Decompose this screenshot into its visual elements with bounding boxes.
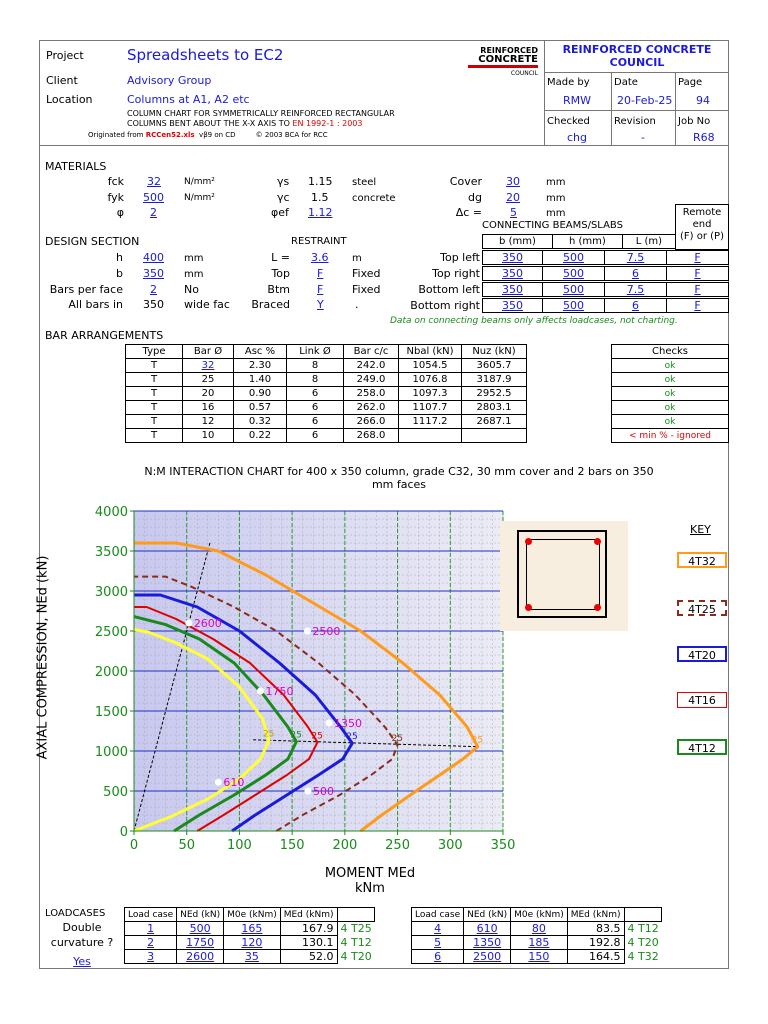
loadcase-m0e[interactable]: 120	[224, 936, 281, 950]
braced-label: Braced	[251, 298, 290, 311]
bars-cell: 12	[183, 415, 234, 429]
bars-cell: 0.90	[234, 387, 287, 401]
beam-row-name: Top right	[432, 267, 480, 280]
loadcase-ned[interactable]: 2600	[177, 950, 224, 964]
y-tick-label: 500	[103, 785, 128, 800]
bars-table	[125, 344, 527, 443]
loadcase-med: 52.0	[280, 950, 337, 964]
bars-cell: 8	[287, 359, 344, 373]
bars-per-face-value: No	[184, 283, 199, 296]
phi-ef-input[interactable]: 1.12	[308, 206, 333, 219]
key-4t32: 4T32	[677, 552, 727, 568]
revision-value: -	[641, 131, 645, 144]
loadcase-bars: 4 T12	[340, 936, 372, 949]
h-input[interactable]: 400	[143, 251, 164, 264]
check-cell: ok	[612, 387, 729, 401]
loadcase-number[interactable]: 1	[125, 922, 177, 936]
y-axis-label: AXIAL COMPRESSION, NEd (kN)	[35, 555, 51, 760]
chart-title-line2: mm faces	[371, 478, 427, 491]
y-tick-label: 3500	[94, 545, 128, 560]
beam-fp[interactable]: F	[666, 299, 728, 313]
bars-cell: 0.22	[234, 429, 287, 443]
loadcases-right-table	[411, 907, 662, 964]
cover-unit: mm	[546, 177, 566, 188]
header-grid-line	[544, 110, 729, 111]
beam-row-name: Bottom left	[418, 283, 480, 296]
bars-cell: T	[126, 373, 183, 387]
bars-row	[126, 401, 527, 415]
project-value: Spreadsheets to EC2	[127, 46, 284, 64]
double-curvature-label1: Double	[62, 921, 102, 934]
bars-cell: 6	[287, 401, 344, 415]
h-label: h	[116, 251, 123, 264]
loadcase-point-label: 610	[223, 776, 245, 790]
gamma-c-value: 1.5	[311, 191, 329, 204]
braced-value: .	[355, 298, 359, 311]
loadcase-med: 164.5	[567, 950, 624, 964]
bars-cell: 25	[183, 373, 234, 387]
loadcase-col-blank	[337, 908, 375, 922]
bars-cell: 10	[183, 429, 234, 443]
y-tick-label: 2500	[94, 625, 128, 640]
loadcases-left-table	[124, 907, 375, 964]
beams-col-l: L (m)	[622, 235, 675, 249]
loadcase-row	[125, 936, 375, 950]
y-tick-label: 2000	[94, 665, 128, 680]
loadcase-bars: 4 T20	[340, 950, 372, 963]
bars-col-header: Type	[126, 345, 183, 359]
loadcase-med: 130.1	[280, 936, 337, 950]
council-title: REINFORCED CONCRETE COUNCIL	[562, 43, 712, 69]
bars-row	[126, 387, 527, 401]
key-4t25: 4T25	[677, 600, 727, 616]
loadcase-number[interactable]: 2	[125, 936, 177, 950]
bars-cell: 1117.2	[399, 415, 462, 429]
loadcase-med: 167.9	[280, 922, 337, 936]
fyk-unit: N/mm²	[184, 193, 215, 203]
loadcase-bars: 4 T12	[627, 922, 659, 936]
date-value: 20-Feb-25	[617, 94, 673, 107]
bars-cell: T	[126, 401, 183, 415]
balance-label: 25	[391, 733, 404, 744]
bars-cell: 1097.3	[399, 387, 462, 401]
bars-row	[126, 359, 527, 373]
bars-cell: 8	[287, 373, 344, 387]
loadcase-number[interactable]: 4	[412, 922, 464, 936]
client-label: Client	[46, 74, 78, 87]
section-link	[526, 539, 600, 610]
page-label: Page	[678, 77, 703, 88]
y-axis-label-wrap	[28, 500, 58, 820]
loadcase-med: 83.5	[567, 922, 624, 936]
bars-cell: 1.40	[234, 373, 287, 387]
bars-col-header: Bar Ø	[183, 345, 234, 359]
bars-cell: 249.0	[344, 373, 399, 387]
restraint-heading: RESTRAINT	[291, 236, 347, 247]
bars-cell: 266.0	[344, 415, 399, 429]
braced-input[interactable]: Y	[317, 298, 324, 311]
gamma-s-value: 1.15	[308, 175, 333, 188]
beam-l[interactable]: 7.5	[604, 283, 666, 297]
bars-cell: 268.0	[344, 429, 399, 443]
bars-cell: 2952.5	[462, 387, 527, 401]
bars-cell: T	[126, 429, 183, 443]
section-outline	[517, 530, 607, 618]
bars-cell: 16	[183, 401, 234, 415]
all-bars-in-value: 350	[143, 298, 164, 311]
date-label: Date	[614, 77, 638, 88]
cover-input[interactable]: 30	[506, 175, 520, 188]
loadcases-heading: LOADCASES	[45, 908, 106, 919]
project-label: Project	[46, 49, 84, 62]
gamma-c-label: γc	[277, 191, 290, 204]
checked-value: chg	[567, 131, 588, 144]
bars-cell: T	[126, 359, 183, 373]
delta-c-input[interactable]: 5	[510, 206, 517, 219]
bars-col-header: Bar c/c	[344, 345, 399, 359]
fck-input[interactable]: 32	[147, 175, 161, 188]
x-axis-unit: kNm	[355, 881, 385, 896]
double-curvature-label2: curvature ?	[50, 936, 114, 949]
beam-row	[482, 250, 729, 265]
loadcase-ned[interactable]: 1350	[464, 936, 511, 950]
beams-col-b: b (mm)	[483, 235, 553, 249]
check-cell: ok	[612, 415, 729, 429]
loadcase-med: 192.8	[567, 936, 624, 950]
made-by-label: Made by	[547, 77, 590, 88]
loadcase-col-header: M0e (kNm)	[224, 908, 281, 922]
double-curvature-input[interactable]: Yes	[73, 955, 91, 968]
loadcase-point	[185, 620, 192, 627]
beams-table	[482, 234, 676, 249]
loadcase-number[interactable]: 5	[412, 936, 464, 950]
top-label: Top	[271, 267, 290, 280]
btm-label: Btm	[267, 283, 290, 296]
rcc-logo: REINFORCED CONCRETE COUNCIL	[468, 46, 538, 78]
beam-b[interactable]: 350	[483, 267, 543, 281]
loadcase-point	[257, 688, 264, 695]
beam-l[interactable]: 7.5	[604, 251, 666, 265]
dg-input[interactable]: 20	[506, 191, 520, 204]
loadcase-col-header: Load case	[125, 908, 177, 922]
bars-cell	[462, 429, 527, 443]
check-cell: < min % - ignored	[612, 429, 729, 443]
bar-dia-input[interactable]: 32	[183, 359, 234, 373]
loadcase-row	[412, 922, 662, 936]
header-divider	[39, 145, 729, 146]
y-tick-label: 4000	[94, 505, 128, 520]
x-tick-label: 0	[129, 838, 139, 853]
y-tick-label: 0	[119, 825, 128, 840]
bars-cell: 3605.7	[462, 359, 527, 373]
made-by-value: RMW	[563, 94, 592, 107]
bars-row	[126, 373, 527, 387]
loadcase-col-blank	[624, 908, 662, 922]
top-input[interactable]: F	[317, 267, 324, 280]
balance-label: 25	[346, 732, 358, 743]
checked-label: Checked	[547, 116, 590, 127]
location-label: Location	[46, 93, 93, 106]
loadcase-number[interactable]: 6	[412, 950, 464, 964]
fck-unit: N/mm²	[184, 177, 215, 187]
loadcase-m0e[interactable]: 185	[511, 936, 568, 950]
x-tick-label: 250	[385, 838, 410, 853]
delta-c-unit: mm	[546, 208, 566, 219]
y-tick-label: 1000	[94, 745, 128, 760]
bars-row	[126, 415, 527, 429]
loadcase-ned[interactable]: 500	[177, 922, 224, 936]
y-tick-label: 1500	[94, 705, 128, 720]
x-tick-label: 100	[227, 838, 252, 853]
bars-cell	[399, 429, 462, 443]
location-value: Columns at A1, A2 etc	[127, 93, 250, 106]
loadcase-col-header: M0e (kNm)	[511, 908, 568, 922]
loadcase-m0e[interactable]: 165	[224, 922, 281, 936]
jobno-label: Job No	[678, 116, 711, 127]
beam-l[interactable]: 6	[604, 267, 666, 281]
loadcase-point-label: 500	[312, 785, 334, 798]
beam-b[interactable]: 350	[483, 283, 543, 297]
balance-label: 25	[262, 729, 275, 740]
bars-cell: 1054.5	[399, 359, 462, 373]
bars-cell: 242.0	[344, 359, 399, 373]
bars-cell: 6	[287, 429, 344, 443]
bars-cell: 1076.8	[399, 373, 462, 387]
bars-cell: 262.0	[344, 401, 399, 415]
beam-fp[interactable]: F	[666, 283, 728, 297]
header-grid-line	[611, 72, 612, 145]
b-input[interactable]: 350	[143, 267, 164, 280]
bars-cell: T	[126, 387, 183, 401]
design-heading: DESIGN SECTION	[45, 235, 140, 248]
fck-label: fck	[107, 175, 124, 188]
delta-c-label: Δc =	[455, 206, 482, 219]
connecting-heading: CONNECTING BEAMS/SLABS	[482, 220, 623, 231]
L-input[interactable]: 3.6	[311, 251, 329, 264]
bars-per-face-input[interactable]: 2	[150, 283, 157, 296]
btm-value: Fixed	[352, 283, 381, 296]
loadcase-m0e[interactable]: 35	[224, 950, 281, 964]
loadcase-point-label: 1350	[334, 717, 363, 730]
rebar-dot	[525, 604, 532, 611]
b-unit: mm	[184, 269, 204, 280]
loadcase-point	[304, 788, 311, 795]
loadcase-col-header: NEd (kN)	[464, 908, 511, 922]
beam-row	[482, 282, 729, 297]
loadcase-point-label: 2500	[312, 625, 341, 638]
phi-ef-label: φef	[271, 206, 289, 219]
loadcase-ned[interactable]: 1750	[177, 936, 224, 950]
balance-label: 25	[471, 735, 484, 746]
loadcase-point	[326, 720, 333, 727]
checks-table	[611, 344, 729, 443]
loadcase-row	[412, 950, 662, 964]
balance-label: 25	[290, 730, 302, 741]
loadcase-row	[125, 922, 375, 936]
key-4t12: 4T12	[677, 739, 727, 755]
key-4t16: 4T16	[677, 692, 727, 708]
bars-cell: 6	[287, 387, 344, 401]
loadcase-point-label: 1750	[265, 685, 294, 698]
x-tick-label: 300	[437, 838, 463, 853]
balance-label: 25	[311, 731, 323, 742]
dg-unit: mm	[546, 193, 566, 204]
bar-arrangements-heading: BAR ARRANGEMENTS	[45, 329, 164, 342]
loadcase-bars: 4 T25	[340, 922, 372, 936]
x-tick-label: 50	[178, 838, 195, 853]
revision-label: Revision	[614, 116, 656, 127]
header-grid-line	[675, 72, 676, 145]
loadcase-ned[interactable]: 2500	[464, 950, 511, 964]
bars-row	[126, 429, 527, 443]
rebar-dot	[594, 538, 601, 545]
beam-h[interactable]: 500	[542, 267, 604, 281]
bars-cell: 20	[183, 387, 234, 401]
key-heading: KEY	[690, 523, 711, 536]
check-cell: ok	[612, 401, 729, 415]
remote-end-header: Remote end (F) or (P)	[675, 204, 729, 250]
bars-cell: 0.32	[234, 415, 287, 429]
loadcase-m0e[interactable]: 150	[511, 950, 568, 964]
loadcase-m0e[interactable]: 80	[511, 922, 568, 936]
beams-note: Data on connecting beams only affects loadcases, not charting.	[390, 316, 678, 326]
beam-h[interactable]: 500	[542, 251, 604, 265]
bars-cell: 0.57	[234, 401, 287, 415]
bars-cell: 6	[287, 415, 344, 429]
rebar-dot	[594, 604, 601, 611]
beam-fp[interactable]: F	[666, 267, 728, 281]
loadcase-row	[125, 950, 375, 964]
x-tick-label: 150	[279, 838, 305, 853]
beam-h[interactable]: 500	[542, 283, 604, 297]
check-cell: ok	[612, 359, 729, 373]
bars-col-header: Nbal (kN)	[399, 345, 462, 359]
loadcase-point	[304, 628, 311, 635]
cover-label: Cover	[449, 175, 482, 188]
beam-b[interactable]: 350	[483, 251, 543, 265]
bars-cell: 1107.7	[399, 401, 462, 415]
loadcase-col-header: MEd (kNm)	[280, 908, 337, 922]
gamma-s-name: steel	[352, 177, 377, 188]
gamma-s-label: γs	[277, 175, 290, 188]
bars-col-header: Asc %	[234, 345, 287, 359]
bars-col-header: Link Ø	[287, 345, 344, 359]
beams-col-h: h (mm)	[552, 235, 622, 249]
loadcase-point	[215, 779, 222, 786]
bars-cell: 258.0	[344, 387, 399, 401]
loadcase-bars: 4 T32	[627, 950, 659, 963]
L-label: L =	[271, 251, 290, 264]
loadcase-row	[412, 936, 662, 950]
beam-l[interactable]: 6	[604, 299, 666, 313]
section-inset	[500, 521, 628, 631]
all-bars-in-label: All bars in	[68, 298, 123, 311]
loadcase-col-header: NEd (kN)	[177, 908, 224, 922]
bars-cell: 2.30	[234, 359, 287, 373]
jobno-value: R68	[693, 131, 715, 144]
beam-b[interactable]: 350	[483, 299, 543, 313]
header-grid-line	[544, 72, 729, 73]
loadcase-bars: 4 T20	[627, 936, 659, 949]
all-bars-in-text: wide fac	[184, 298, 230, 311]
originated-note: Originated from RCCen52.xls vβ9 on CD © 2003 BCA for RCC	[88, 131, 328, 139]
beam-row	[482, 266, 729, 281]
fyk-input[interactable]: 500	[143, 191, 164, 204]
phi-label: φ	[116, 206, 124, 219]
y-tick-label: 3000	[94, 585, 128, 600]
sheet-title-line1: COLUMN CHART FOR SYMMETRICALLY REINFORCED RECTANGULAR	[127, 109, 395, 118]
loadcase-col-header: Load case	[412, 908, 464, 922]
btm-input[interactable]: F	[317, 283, 324, 296]
bars-cell: 2687.1	[462, 415, 527, 429]
loadcase-point-label: 2600	[193, 617, 222, 630]
chart-title-line1: N:M INTERACTION CHART for 400 x 350 column, grade C32, 30 mm cover and 2 bars on 350	[144, 465, 654, 478]
dg-label: dg	[468, 191, 482, 204]
bars-cell: 3187.9	[462, 373, 527, 387]
bars-cell: T	[126, 415, 183, 429]
beam-row-name: Bottom right	[410, 299, 480, 312]
gamma-c-name: concrete	[352, 193, 396, 204]
materials-heading: MATERIALS	[45, 160, 107, 173]
client-value: Advisory Group	[127, 74, 212, 87]
h-unit: mm	[184, 253, 204, 264]
L-unit: m	[352, 253, 362, 264]
beam-h[interactable]: 500	[542, 299, 604, 313]
sheet-title-line2: COLUMNS BENT ABOUT THE X-X AXIS TO EN 1992-1 : 2003	[127, 119, 363, 128]
loadcase-number[interactable]: 3	[125, 950, 177, 964]
page-value: 94	[696, 94, 710, 107]
loadcase-col-header: MEd (kNm)	[567, 908, 624, 922]
x-tick-label: 350	[490, 838, 516, 853]
rebar-dot	[525, 538, 532, 545]
checks-header: Checks	[612, 345, 729, 359]
phi-input[interactable]: 2	[150, 206, 157, 219]
beam-row	[482, 298, 729, 313]
x-tick-label: 200	[332, 838, 358, 853]
top-value: Fixed	[352, 267, 381, 280]
bars-cell: 2803.1	[462, 401, 527, 415]
header-divider-v	[544, 40, 545, 145]
beam-fp[interactable]: F	[666, 251, 728, 265]
check-cell: ok	[612, 373, 729, 387]
bars-per-face-label: Bars per face	[49, 283, 123, 296]
beam-row-name: Top left	[440, 251, 480, 264]
loadcase-ned[interactable]: 610	[464, 922, 511, 936]
fyk-label: fyk	[107, 191, 124, 204]
bars-col-header: Nuz (kN)	[462, 345, 527, 359]
b-label: b	[116, 267, 123, 280]
key-4t20: 4T20	[677, 646, 727, 662]
x-axis-label: MOMENT MEd	[324, 866, 416, 881]
